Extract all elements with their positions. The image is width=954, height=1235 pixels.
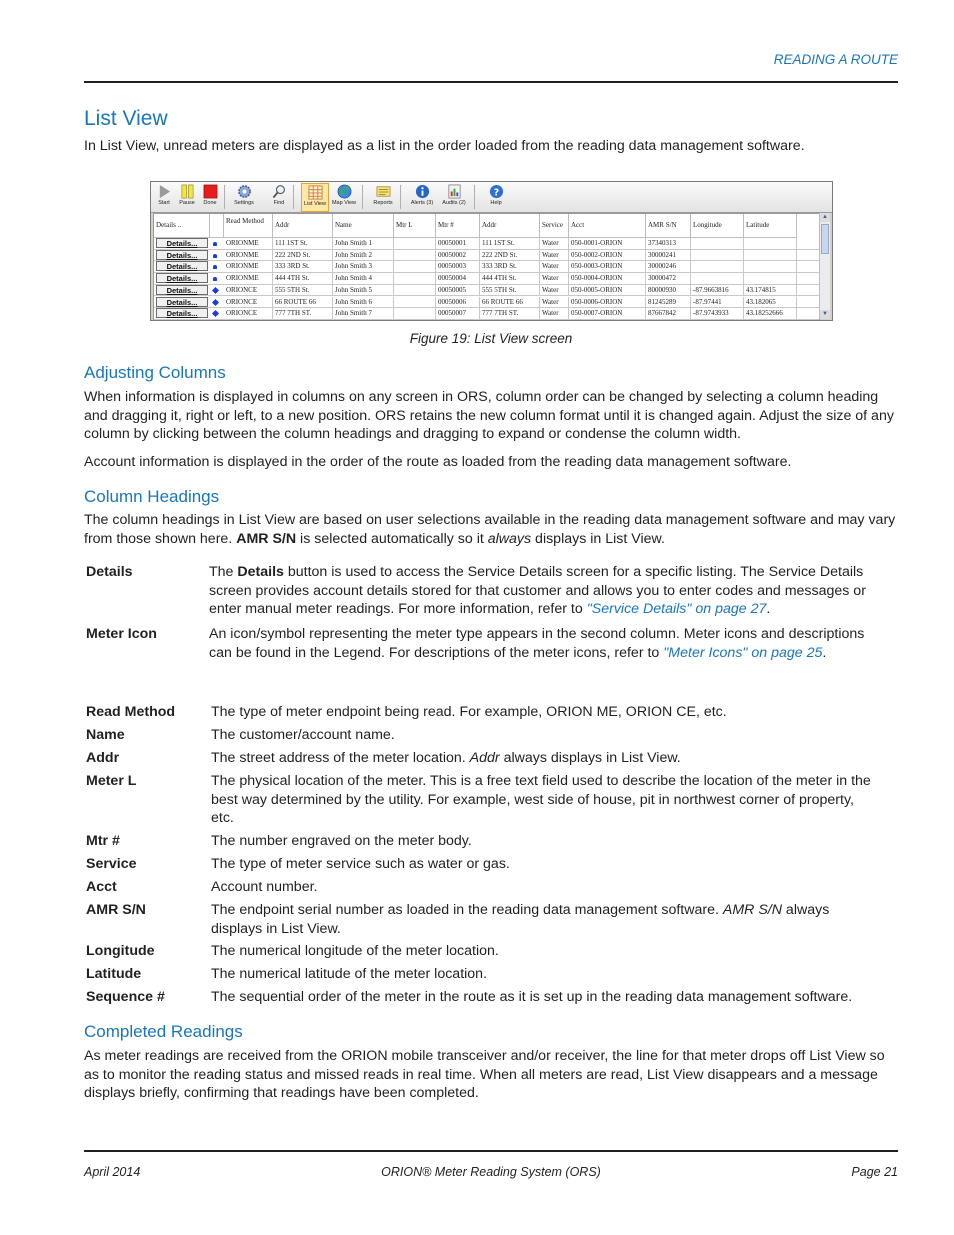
adjusting-columns-p2: Account information is displayed in the order of the route as loaded from the reading data management software.: [84, 454, 792, 470]
def-amr: [211, 901, 871, 938]
completed-readings-heading: Completed Readings: [84, 1022, 243, 1041]
table-cell: -87.9743933: [691, 308, 744, 319]
table-row[interactable]: [154, 285, 819, 297]
toolbar-separator: [362, 185, 363, 209]
toolbar-find-button[interactable]: [269, 183, 289, 210]
table-cell: [744, 273, 797, 284]
adjusting-columns-heading: Adjusting Columns: [84, 363, 226, 382]
stop-icon: [200, 184, 220, 199]
meter-drop-icon: [213, 277, 217, 281]
text: always displays in List View.: [211, 902, 830, 937]
table-cell: [394, 273, 436, 284]
table-cell: 00050005: [436, 285, 480, 296]
table-cell: 66 ROUTE 66: [273, 297, 333, 308]
table-cell: 00050006: [436, 297, 480, 308]
table-cell: 00050001: [436, 238, 480, 249]
table-cell: John Smith 6: [333, 297, 394, 308]
def-sequence: The sequential order of the meter in the route as it is set up in the reading data management software.: [211, 989, 853, 1005]
def-name: The customer/account name.: [211, 727, 395, 743]
table-cell: ORIONME: [224, 273, 273, 284]
text-italic: Addr: [469, 750, 500, 766]
column-headings-heading: Column Headings: [84, 487, 220, 506]
toolbar-list-view-button[interactable]: [301, 183, 329, 212]
completed-readings-p1: As meter readings are received from the ORION mobile transceiver and/or receiver, the line for that meter drops off List View so as to monitor the reading status and missed reads in real time. When all meters are read, List View disappears and a message displays briefly, confirming that readings have been completed.: [84, 1048, 885, 1102]
text-italic: always: [487, 530, 532, 547]
toolbar-separator: [400, 185, 401, 209]
table-cell: [744, 250, 797, 261]
def-details: [209, 563, 889, 619]
table-cell: Water: [540, 308, 569, 319]
table-cell: 00050002: [436, 250, 480, 261]
toolbar-separator: [224, 185, 225, 209]
def-addr: [211, 749, 891, 768]
term-latitude: Latitude: [86, 966, 142, 982]
def-meter-icon: [209, 625, 889, 662]
toolbar-button-label: Audits (2): [442, 200, 466, 206]
service-details-link[interactable]: "Service Details" on page 27: [586, 601, 767, 618]
table-cell: John Smith 3: [333, 261, 394, 272]
table-row[interactable]: [154, 273, 819, 285]
table-cell: 43.18252666: [744, 308, 797, 319]
table-cell: [394, 308, 436, 319]
footer-rule: [84, 1150, 898, 1152]
toolbar-button-label: Help: [490, 200, 502, 206]
table-cell: 333 3RD St.: [273, 261, 333, 272]
audit-icon: [438, 184, 470, 199]
table-cell: 050-0001-ORION: [569, 238, 646, 249]
def-acct: Account number.: [211, 879, 318, 895]
footer-title: ORION® Meter Reading System (ORS): [381, 1165, 601, 1179]
list-grid: [153, 213, 820, 321]
table-cell: ORIONME: [224, 261, 273, 272]
details-button[interactable]: Details...: [156, 285, 208, 295]
table-cell: 80000930: [646, 285, 691, 296]
details-button[interactable]: Details...: [156, 261, 208, 271]
meter-icons-link[interactable]: "Meter Icons" on page 25: [663, 644, 823, 661]
text: The street address of the meter location.: [211, 750, 470, 766]
column-header[interactable]: Addr: [273, 214, 333, 238]
toolbar-start-button[interactable]: [154, 183, 174, 210]
report-icon: [370, 184, 396, 199]
toolbar-button-label: List View: [304, 201, 326, 207]
table-cell: Water: [540, 250, 569, 261]
meter-drop-icon: [213, 242, 217, 246]
table-cell: [691, 273, 744, 284]
table-cell: [744, 238, 797, 249]
globe-icon: [330, 184, 358, 199]
column-header[interactable]: Name: [333, 214, 394, 238]
column-headings-p1: [84, 511, 898, 548]
meter-drop-icon: [213, 265, 217, 269]
section-title: List View: [84, 107, 168, 130]
table-cell: John Smith 7: [333, 308, 394, 319]
text: is selected automatically so it: [296, 530, 488, 547]
svg-text:?: ?: [493, 187, 499, 199]
table-cell: -87.9663816: [691, 285, 744, 296]
def-meter-l: The physical location of the meter. This is a free text field used to describe the location of the meter in the best way determined by the utility. For example, west side of house, pit in northwest corner of property, etc.: [211, 773, 871, 827]
scroll-thumb[interactable]: [821, 224, 829, 254]
term-addr: Addr: [86, 750, 120, 766]
table-cell: Water: [540, 238, 569, 249]
table-cell: John Smith 1: [333, 238, 394, 249]
table-cell: 050-0003-ORION: [569, 261, 646, 272]
table-cell: [394, 261, 436, 272]
table-cell: 00050007: [436, 308, 480, 319]
table-cell: [394, 250, 436, 261]
table-cell: 555 5TH St.: [273, 285, 333, 296]
def-mtr: The number engraved on the meter body.: [211, 833, 472, 849]
text: displays in List View.: [531, 530, 665, 547]
table-cell: 111 1ST St.: [480, 238, 540, 249]
table-cell: 050-0007-ORION: [569, 308, 646, 319]
table-cell: John Smith 5: [333, 285, 394, 296]
table-row[interactable]: [154, 297, 819, 309]
details-button[interactable]: Details...: [156, 308, 208, 318]
text-bold: AMR S/N: [236, 530, 297, 547]
def-longitude: The numerical longitude of the meter location.: [211, 943, 499, 959]
toolbar-button-label: Map View: [331, 200, 357, 206]
column-header[interactable]: [210, 214, 224, 238]
table-row[interactable]: [154, 250, 819, 262]
table-cell: [394, 285, 436, 296]
meter-diamond-icon: [212, 298, 219, 305]
text: .: [766, 601, 771, 618]
term-details: Details: [86, 564, 133, 580]
table-cell: ORIONME: [224, 250, 273, 261]
text: button is used to access the Service Details screen for a specific listing. The Service Details screen provides account details stored for that customer and allows you to enter codes and messages or enter manual meter readings. For more information, refer to: [209, 564, 866, 618]
toolbar-separator: [293, 185, 294, 209]
column-header[interactable]: Read Method: [224, 214, 273, 238]
toolbar-separator: [474, 185, 475, 209]
text: always displays in List View.: [499, 750, 681, 766]
toolbar-button-label: Reports: [373, 200, 393, 206]
header-rule: [84, 81, 898, 83]
scroll-down-icon[interactable]: ▼: [820, 310, 830, 319]
def-service: The type of meter service such as water or gas.: [211, 856, 510, 872]
text-bold: Details: [237, 564, 284, 580]
table-cell: [394, 297, 436, 308]
table-cell: 777 7TH ST.: [273, 308, 333, 319]
list-grid-icon: [302, 185, 328, 200]
table-cell: 050-0004-ORION: [569, 273, 646, 284]
table-cell: 43.174815: [744, 285, 797, 296]
table-cell: ORIONCE: [224, 285, 273, 296]
list-view-screenshot: [150, 181, 833, 321]
footer-date: April 2014: [84, 1165, 141, 1179]
table-cell: 444 4TH St.: [273, 273, 333, 284]
term-longitude: Longitude: [86, 943, 155, 959]
magnifier-icon: [269, 184, 289, 199]
running-head: READING A ROUTE: [773, 52, 898, 67]
table-cell: ORIONME: [224, 238, 273, 249]
table-cell: 87667842: [646, 308, 691, 319]
figure-caption: Figure 19: List View screen: [409, 331, 573, 346]
table-cell: -87.97441: [691, 297, 744, 308]
table-cell: [691, 261, 744, 272]
meter-diamond-icon: [212, 287, 219, 294]
table-cell: 050-0005-ORION: [569, 285, 646, 296]
details-button[interactable]: Details...: [156, 238, 208, 248]
text: .: [822, 644, 827, 661]
term-meter-l: Meter L: [86, 773, 137, 789]
table-cell: 050-0002-ORION: [569, 250, 646, 261]
column-header[interactable]: Addr: [480, 214, 540, 238]
meter-drop-icon: [213, 254, 217, 258]
table-row[interactable]: [154, 238, 819, 250]
play-icon: [154, 184, 174, 199]
scroll-up-icon[interactable]: ▲: [820, 213, 830, 222]
toolbar-pause-button[interactable]: [177, 183, 197, 210]
table-cell: 050-0006-ORION: [569, 297, 646, 308]
def-latitude: The numerical latitude of the meter location.: [211, 966, 488, 982]
help-icon: [484, 184, 508, 199]
table-cell: [691, 250, 744, 261]
section-intro: In List View, unread meters are displayed as a list in the order loaded from the reading data management software.: [84, 138, 805, 154]
column-header[interactable]: Details ..: [154, 214, 210, 238]
term-service: Service: [86, 856, 137, 872]
toolbar-button-label: Settings: [234, 200, 254, 206]
table-cell: John Smith 2: [333, 250, 394, 261]
toolbar-help-button[interactable]: [484, 183, 508, 210]
table-cell: 30000472: [646, 273, 691, 284]
text: An icon/symbol representing the meter type appears in the second column. Meter icons and descriptions can be found in the Legend. For descriptions of the meter icons, refer to: [209, 626, 865, 661]
table-cell: John Smith 4: [333, 273, 394, 284]
table-cell: 555 5TH St.: [480, 285, 540, 296]
gear-icon: [231, 184, 257, 199]
toolbar-button-label: Find: [273, 200, 285, 206]
toolbar-button-label: Start: [158, 200, 170, 206]
toolbar-reports-button[interactable]: [370, 183, 396, 210]
text: The: [209, 564, 238, 580]
adjusting-columns-p1: When information is displayed in columns on any screen in ORS, column order can be changed by selecting a column heading and dragging it, right or left, to a new position. ORS retains the new column format until it is changed again. Adjust the size of any column by clicking between the column headings and dragging to expand or condense the column width.: [84, 389, 894, 443]
column-header[interactable]: Mtr #: [436, 214, 480, 238]
term-mtr: Mtr #: [86, 833, 120, 849]
details-button[interactable]: Details...: [156, 273, 208, 283]
text: The endpoint serial number as loaded in the reading data management software.: [211, 902, 723, 918]
table-cell: 00050004: [436, 273, 480, 284]
table-cell: 43.182065: [744, 297, 797, 308]
details-button[interactable]: Details...: [156, 297, 208, 307]
footer-page: Page 21: [851, 1165, 898, 1179]
toolbar-button-label: Done: [203, 200, 217, 206]
column-header[interactable]: Service: [540, 214, 569, 238]
table-cell: Water: [540, 285, 569, 296]
table-cell: 66 ROUTE 66: [480, 297, 540, 308]
vertical-scrollbar[interactable]: [819, 213, 830, 319]
toolbar-settings-button[interactable]: [231, 183, 257, 210]
table-cell: 777 7TH ST.: [480, 308, 540, 319]
column-header[interactable]: Mtr L: [394, 214, 436, 238]
table-cell: Water: [540, 261, 569, 272]
column-header[interactable]: Latitude: [744, 214, 797, 238]
table-row[interactable]: [154, 261, 819, 273]
text-italic: AMR S/N: [722, 902, 782, 918]
column-header[interactable]: Longitude: [691, 214, 744, 238]
table-cell: ORIONCE: [224, 297, 273, 308]
table-cell: ORIONCE: [224, 308, 273, 319]
meter-diamond-icon: [212, 310, 219, 317]
details-button[interactable]: Details...: [156, 250, 208, 260]
term-name: Name: [86, 727, 125, 743]
table-cell: [691, 238, 744, 249]
column-header[interactable]: AMR S/N: [646, 214, 691, 238]
text: The column headings in List View are based on user selections available in the reading data management software and may vary from those shown here.: [84, 512, 896, 547]
term-acct: Acct: [86, 879, 117, 895]
toolbar-done-button[interactable]: [200, 183, 220, 210]
table-cell: 37340313: [646, 238, 691, 249]
toolbar: [151, 182, 832, 213]
term-meter-icon: Meter Icon: [86, 626, 157, 642]
table-cell: [394, 238, 436, 249]
def-read-method: The type of meter endpoint being read. For example, ORION ME, ORION CE, etc.: [211, 704, 727, 720]
table-cell: 30000246: [646, 261, 691, 272]
table-cell: 222 2ND St.: [480, 250, 540, 261]
table-cell: 00050003: [436, 261, 480, 272]
term-sequence: Sequence #: [86, 989, 165, 1005]
toolbar-button-label: Pause: [179, 200, 195, 206]
table-cell: Water: [540, 297, 569, 308]
toolbar-audits-2-button[interactable]: [438, 183, 470, 210]
table-cell: 444 4TH St.: [480, 273, 540, 284]
toolbar-alerts-3-button[interactable]: [407, 183, 437, 210]
table-row[interactable]: [154, 308, 819, 320]
table-cell: 222 2ND St.: [273, 250, 333, 261]
term-amr: AMR S/N: [86, 902, 146, 918]
table-cell: 30000241: [646, 250, 691, 261]
column-header[interactable]: Acct: [569, 214, 646, 238]
term-read-method: Read Method: [86, 704, 176, 720]
toolbar-map-view-button[interactable]: [330, 183, 358, 210]
pause-icon: [177, 184, 197, 199]
table-cell: Water: [540, 273, 569, 284]
table-cell: 333 3RD St.: [480, 261, 540, 272]
table-cell: 111 1ST St.: [273, 238, 333, 249]
info-icon: [407, 184, 437, 199]
table-cell: 81245289: [646, 297, 691, 308]
toolbar-button-label: Alerts (3): [410, 200, 434, 206]
table-cell: [744, 261, 797, 272]
